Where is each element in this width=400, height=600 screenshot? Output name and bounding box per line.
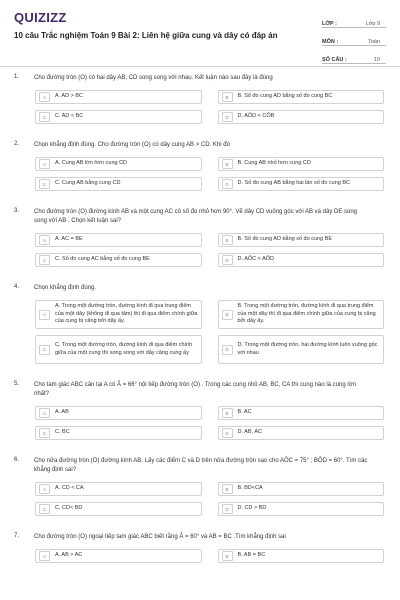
option-text: D. CD > BD (237, 505, 267, 512)
option-text: C. BC (55, 429, 70, 436)
option-letter: A (39, 92, 50, 102)
option-letter: C (39, 112, 50, 122)
question-number: 7. (14, 533, 20, 539)
option-text: B. Trong một đường tròn, đường kính đi qua trung điểm của một dây thì đi qua điểm chính giữa của cung bị căng bởi dây ấy. (237, 303, 376, 325)
option-letter: A (39, 310, 50, 320)
meta-class (322, 13, 386, 28)
option-letter: C (39, 504, 50, 514)
option-d[interactable] (218, 335, 385, 364)
option-a[interactable] (35, 482, 202, 496)
question-number: 2. (14, 141, 20, 147)
option-letter: B (222, 159, 233, 169)
option-letter: B (222, 92, 233, 102)
option-text: D. Số đo cung AB bằng hai lần số đo cung BC (237, 180, 351, 187)
option-letter: B (222, 408, 233, 418)
option-text: C. Số đo cung AC bằng số đo cung BE (55, 256, 150, 263)
meta-count-value: 10 (373, 57, 380, 63)
question-3 (14, 208, 386, 267)
option-c[interactable] (35, 426, 202, 440)
option-text: A. AB > AC (55, 552, 83, 559)
option-text: C. AD < BC (55, 113, 84, 120)
option-b[interactable] (218, 406, 385, 420)
option-a[interactable] (35, 90, 202, 104)
option-b[interactable] (218, 90, 385, 104)
worksheet-header (0, 0, 400, 62)
question-number: 3. (14, 208, 20, 214)
option-b[interactable] (218, 233, 385, 247)
option-letter: C (39, 179, 50, 189)
header-divider (0, 66, 400, 67)
answer-options (35, 90, 384, 124)
question-text: Cho đường tròn (O) đường kính AB và một cung AC có số đo nhỏ hơn 90°. Vẽ dây CD vuông góc với AB và dây DE song song với AB . Chọn kết luận sai? (34, 209, 358, 224)
option-a[interactable] (35, 300, 202, 329)
option-d[interactable] (218, 177, 385, 191)
option-letter: A (39, 408, 50, 418)
answer-options (35, 549, 384, 563)
answer-options (35, 300, 384, 364)
question-number: 5. (14, 381, 20, 387)
meta-class-label: LỚP : (322, 21, 337, 27)
option-text: B. Cung AB nhỏ hơn cung CD (237, 160, 311, 167)
option-text: C. Trong một đường tròn, đường kính đi qua điểm chính giữa của một cung thì song song với dây căng cung ấy (55, 342, 193, 356)
option-letter: D (222, 255, 233, 265)
option-letter: B (222, 310, 233, 320)
answer-options (35, 157, 384, 191)
question-text: Chọn khẳng định đúng. Cho đường tròn (O) có dây cung AB > CD. Khi đó (34, 142, 230, 148)
meta-subject-label: MÔN : (322, 39, 339, 45)
option-text: D. AÔD < CÔB (237, 113, 275, 120)
option-text: D. AB, AC (237, 429, 262, 436)
option-c[interactable] (35, 253, 202, 267)
question-text: Cho đường tròn (O) ngoại tiếp tam giác ABC biết rằng Â = 60° và AB = BC .Tìm khẳng định sai (34, 534, 286, 540)
question-number: 1. (14, 74, 20, 80)
option-letter: D (222, 504, 233, 514)
option-d[interactable] (218, 110, 385, 124)
option-a[interactable] (35, 549, 202, 563)
quizizz-logo: QUIZIZZ (14, 10, 67, 25)
option-b[interactable] (218, 549, 385, 563)
question-6 (14, 457, 386, 516)
option-letter: B (222, 551, 233, 561)
option-letter: D (222, 345, 233, 355)
question-5 (14, 381, 386, 440)
option-b[interactable] (218, 482, 385, 496)
option-text: A. Trong một đường tròn, đường kính đi qua trung điểm của một dây (không đi qua tâm) thì đi qua điểm chính giữa của cung bị căng bởi dây ấy. (55, 303, 198, 325)
option-text: A. CD < CA (55, 485, 84, 492)
option-c[interactable] (35, 177, 202, 191)
option-a[interactable] (35, 233, 202, 247)
option-b[interactable] (218, 300, 385, 329)
question-2 (14, 141, 386, 191)
worksheet-meta (322, 13, 386, 67)
option-letter: A (39, 551, 50, 561)
option-letter: D (222, 428, 233, 438)
option-letter: A (39, 159, 50, 169)
option-d[interactable] (218, 426, 385, 440)
option-letter: C (39, 345, 50, 355)
question-text: Cho đường tròn (O) có hai dây AB, CD song song với nhau. Kết luận nào sau đây là đúng (34, 75, 273, 81)
question-1 (14, 74, 386, 124)
option-text: A. AB (55, 409, 69, 416)
option-letter: C (39, 428, 50, 438)
option-letter: A (39, 235, 50, 245)
question-4 (14, 284, 386, 364)
option-text: D. Trong một đường tròn, hai đường kính luôn vuông góc với nhau (237, 342, 378, 356)
option-b[interactable] (218, 157, 385, 171)
answer-options (35, 482, 384, 516)
question-number: 6. (14, 457, 20, 463)
option-text: A. AC = BE (55, 236, 83, 243)
option-text: B. AC (237, 409, 252, 416)
question-number: 4. (14, 284, 20, 290)
option-letter: A (39, 484, 50, 494)
option-text: D. AÔC < AÔD (237, 256, 275, 263)
option-text: C. Cung AB bằng cung CD (55, 180, 121, 187)
option-letter: B (222, 484, 233, 494)
option-a[interactable] (35, 157, 202, 171)
option-text: C. CD< BD (55, 505, 83, 512)
worksheet-title: 10 câu Trắc nghiệm Toán 9 Bài 2: Liên hệ giữa cung và dây có đáp án (14, 31, 278, 40)
answer-options (35, 406, 384, 440)
option-letter: B (222, 235, 233, 245)
meta-count-label: SỐ CÂU : (322, 57, 347, 63)
option-text: A. AD > BC (55, 93, 83, 100)
meta-count (322, 49, 386, 64)
option-text: B. BD<CA (237, 485, 263, 492)
question-text: Chọn khẳng định đúng. (34, 285, 97, 291)
question-list (0, 74, 400, 563)
option-letter: D (222, 112, 233, 122)
meta-subject-value: Toán (368, 39, 380, 45)
question-text: Cho nửa đường tròn (O) đường kính AB. Lấy các điểm C và D trên nửa đường tròn sao cho AÔC = 75° ; BÔD = 60°. Tìm các khẳng định sai? (34, 458, 368, 473)
meta-class-value: Lớp 9 (365, 21, 380, 27)
option-c[interactable] (35, 502, 202, 516)
answer-options (35, 233, 384, 267)
option-text: B. Số đo cung AD bằng số đo cung BE (237, 236, 332, 243)
question-7 (14, 533, 386, 563)
option-d[interactable] (218, 502, 385, 516)
option-text: B. AB = BC (237, 552, 266, 559)
option-letter: D (222, 179, 233, 189)
option-d[interactable] (218, 253, 385, 267)
option-c[interactable] (35, 335, 202, 364)
option-a[interactable] (35, 406, 202, 420)
option-text: B. Số đo cung AD bằng số đo cung BC (237, 93, 333, 100)
option-letter: C (39, 255, 50, 265)
option-c[interactable] (35, 110, 202, 124)
question-text: Cho tam giác ABC cân tại A có Â = 66° nội tiếp đường tròn (O) . Trong các cung nhỏ AB, BC, CA thì cung nào là cung lớn nhất? (34, 382, 356, 397)
meta-subject (322, 31, 386, 46)
option-text: A. Cung AB lớn hơn cung CD (55, 160, 128, 167)
